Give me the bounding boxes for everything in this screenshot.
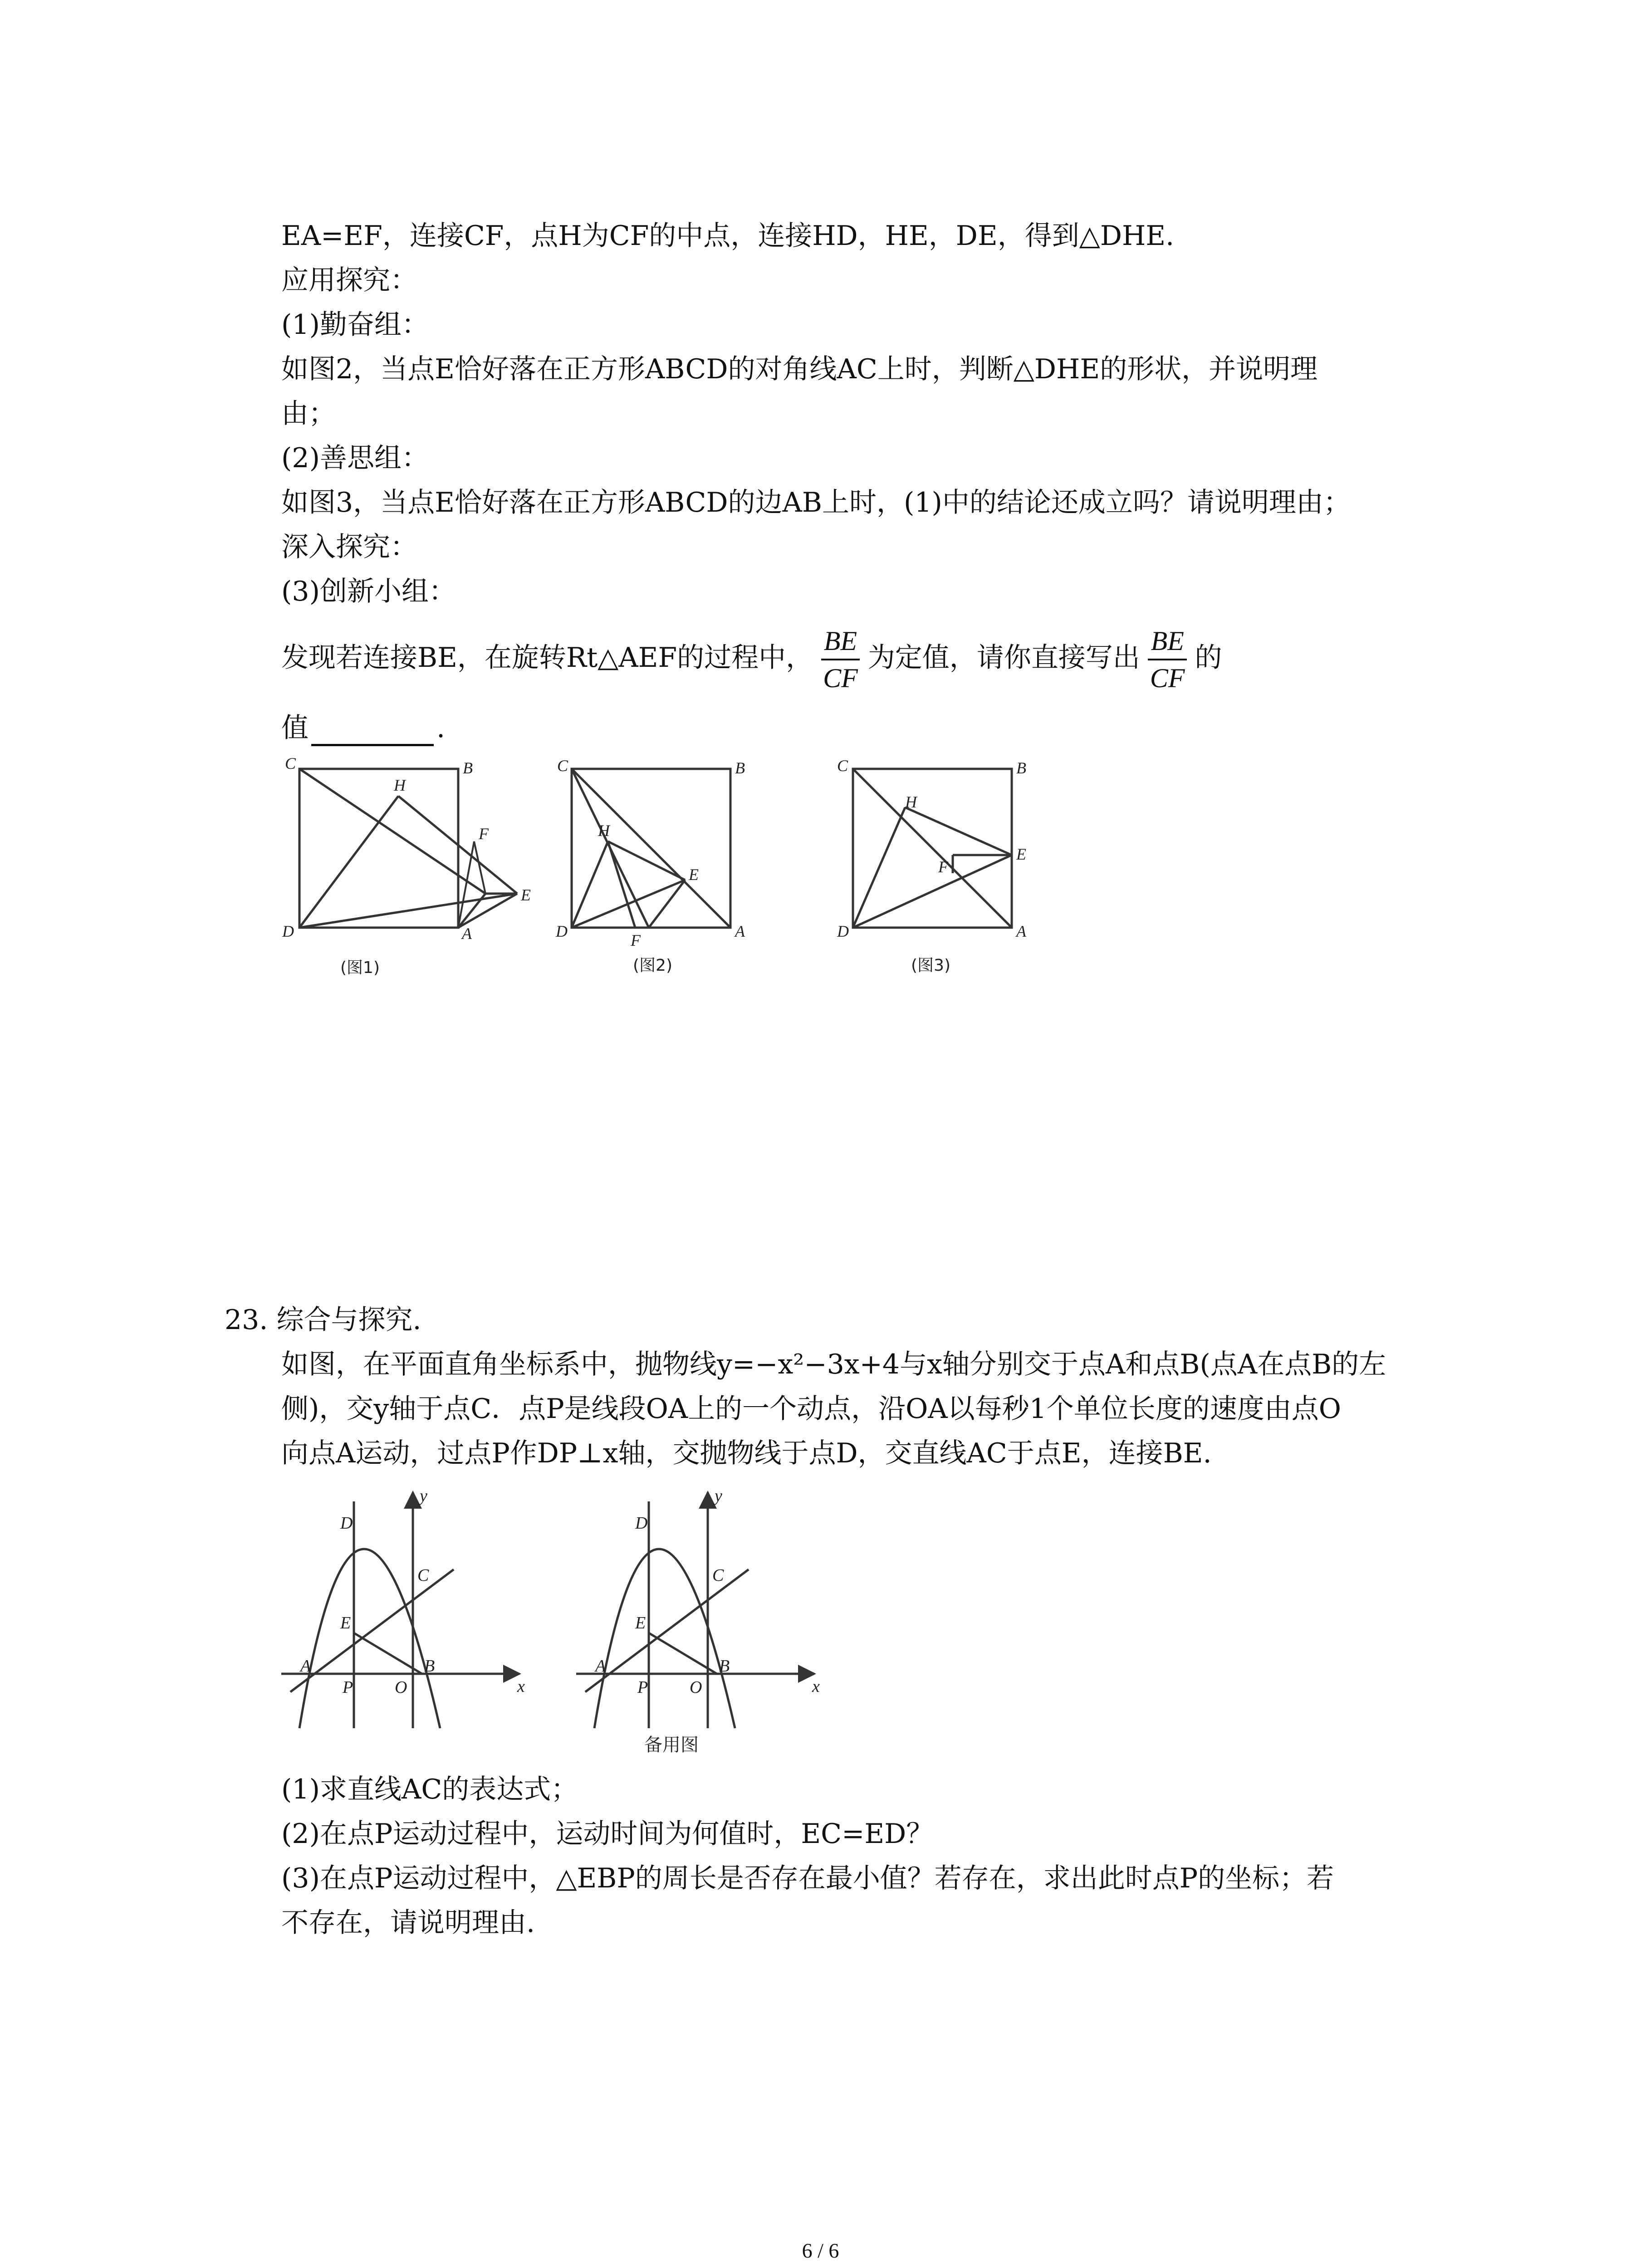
graph2-label-c: C [712, 1566, 724, 1585]
fig3-label-e: E [1016, 845, 1026, 863]
q22-part2-text: 如图3，当点E恰好落在正方形ABCD的边AB上时，(1)中的结论还成立吗？请说明理由； [281, 487, 1351, 518]
q22-part3-statement [281, 621, 1222, 696]
backup-graph-caption: 备用图 [644, 1735, 699, 1755]
graph2-label-o: O [690, 1678, 702, 1697]
fig3-label-d: D [837, 922, 849, 940]
fig2-label-c: C [557, 757, 568, 775]
fig1-label-b: B [463, 759, 473, 777]
fig3-label-f: F [938, 858, 948, 876]
q23-sub1: (1)求直线AC的表达式； [281, 1774, 578, 1805]
q22-part3-text-b: 为定值，请你直接写出 [867, 642, 1140, 674]
q22-value-label: 值 [281, 712, 309, 744]
q22-part2-title: (2)善思组： [281, 442, 429, 474]
fig2-label-h: H [598, 821, 610, 840]
fig1-label-h: H [394, 776, 406, 794]
q23-sub3-line1: (3)在点P运动过程中，△EBP的周长是否存在最小值？若存在，求出此时点P的坐标；若 [281, 1862, 1334, 1894]
fig3-label-a: A [1016, 922, 1026, 940]
graph2-label-d: D [635, 1514, 648, 1533]
fig2-label-e: E [689, 865, 699, 884]
q23-line2: 侧)，交y轴于点C．点P是线段OA上的一个动点，沿OA以每秒1个单位长度的速度由点O [281, 1393, 1341, 1425]
fig3-label-h: H [905, 793, 917, 811]
figure-3-diagram [853, 769, 1012, 928]
fig3-caption: (图3) [911, 956, 950, 975]
fig2-label-f: F [631, 931, 641, 949]
q23-title: 23. 综合与探究. [225, 1304, 421, 1336]
q22-part1-title: (1)勤奋组： [281, 309, 429, 341]
q23-graphs [272, 1483, 880, 1765]
fig1-label-f: F [479, 825, 489, 843]
fig2-label-d: D [556, 922, 568, 940]
figure-2-diagram [572, 769, 730, 928]
q22-part3-text-c: 的 [1195, 642, 1222, 674]
graph1-label-y: y [420, 1486, 427, 1505]
graph2-label-y: y [715, 1486, 722, 1505]
graph1-label-a: A [300, 1657, 311, 1676]
fig2-label-a: A [735, 922, 745, 940]
graph1-label-p: P [343, 1678, 353, 1697]
graph1-label-o: O [395, 1678, 407, 1697]
q22-deep-heading: 深入探究： [281, 531, 417, 563]
fig1-label-e: E [521, 886, 531, 904]
q22-figures [272, 744, 1071, 998]
q23-sub3-line2: 不存在，请说明理由. [281, 1907, 535, 1939]
fraction-be-over-cf: $\frac{BE}{CF}$ [820, 623, 861, 696]
q22-apply-heading: 应用探究： [281, 264, 417, 296]
graph1-label-b: B [424, 1657, 435, 1676]
q22-part1-text-line2: 由； [281, 398, 336, 430]
q22-answer-line: 值 . [281, 710, 445, 746]
figure-1-diagram [299, 769, 517, 928]
q23-sub2: (2)在点P运动过程中，运动时间为何值时，EC=ED？ [281, 1818, 934, 1850]
graph1-label-e: E [340, 1613, 351, 1633]
graph1-label-x: x [517, 1677, 525, 1696]
graph2-label-b: B [719, 1657, 730, 1676]
fig2-label-b: B [735, 759, 745, 777]
q22-part3-text-a: 发现若连接BE，在旋转Rt△AEF的过程中， [281, 642, 813, 674]
q22-intro-line: EA=EF，连接CF，点H为CF的中点，连接HD，HE，DE，得到△DHE. [281, 220, 1175, 252]
fig3-label-c: C [837, 757, 848, 775]
fraction-be-over-cf-2: $\frac{BE}{CF}$ [1147, 623, 1188, 696]
fig1-caption: (图1) [340, 958, 380, 977]
graph2-label-a: A [595, 1657, 606, 1676]
page-number: 6 / 6 [802, 2239, 839, 2262]
q23-line1: 如图，在平面直角坐标系中，抛物线y=−x²−3x+4与x轴分别交于点A和点B(点A在点B的左 [281, 1349, 1386, 1380]
q22-part3-title: (3)创新小组： [281, 576, 456, 607]
graph2-label-p: P [637, 1678, 648, 1697]
graph2-label-e: E [635, 1613, 646, 1633]
graph1-label-c: C [417, 1566, 429, 1585]
fig3-label-b: B [1016, 759, 1026, 777]
q22-part1-text-line1: 如图2，当点E恰好落在正方形ABCD的对角线AC上时，判断△DHE的形状，并说明理 [281, 353, 1318, 385]
fig2-caption: (图2) [633, 956, 672, 975]
fig1-label-a: A [462, 924, 472, 943]
answer-blank[interactable] [311, 719, 434, 746]
graph2-label-x: x [812, 1677, 820, 1696]
fig1-label-d: D [282, 922, 294, 940]
graph1-label-d: D [340, 1514, 353, 1533]
fig1-label-c: C [285, 754, 296, 772]
q23-line3: 向点A运动，过点P作DP⊥x轴，交抛物线于点D，交直线AC于点E，连接BE. [281, 1437, 1212, 1469]
